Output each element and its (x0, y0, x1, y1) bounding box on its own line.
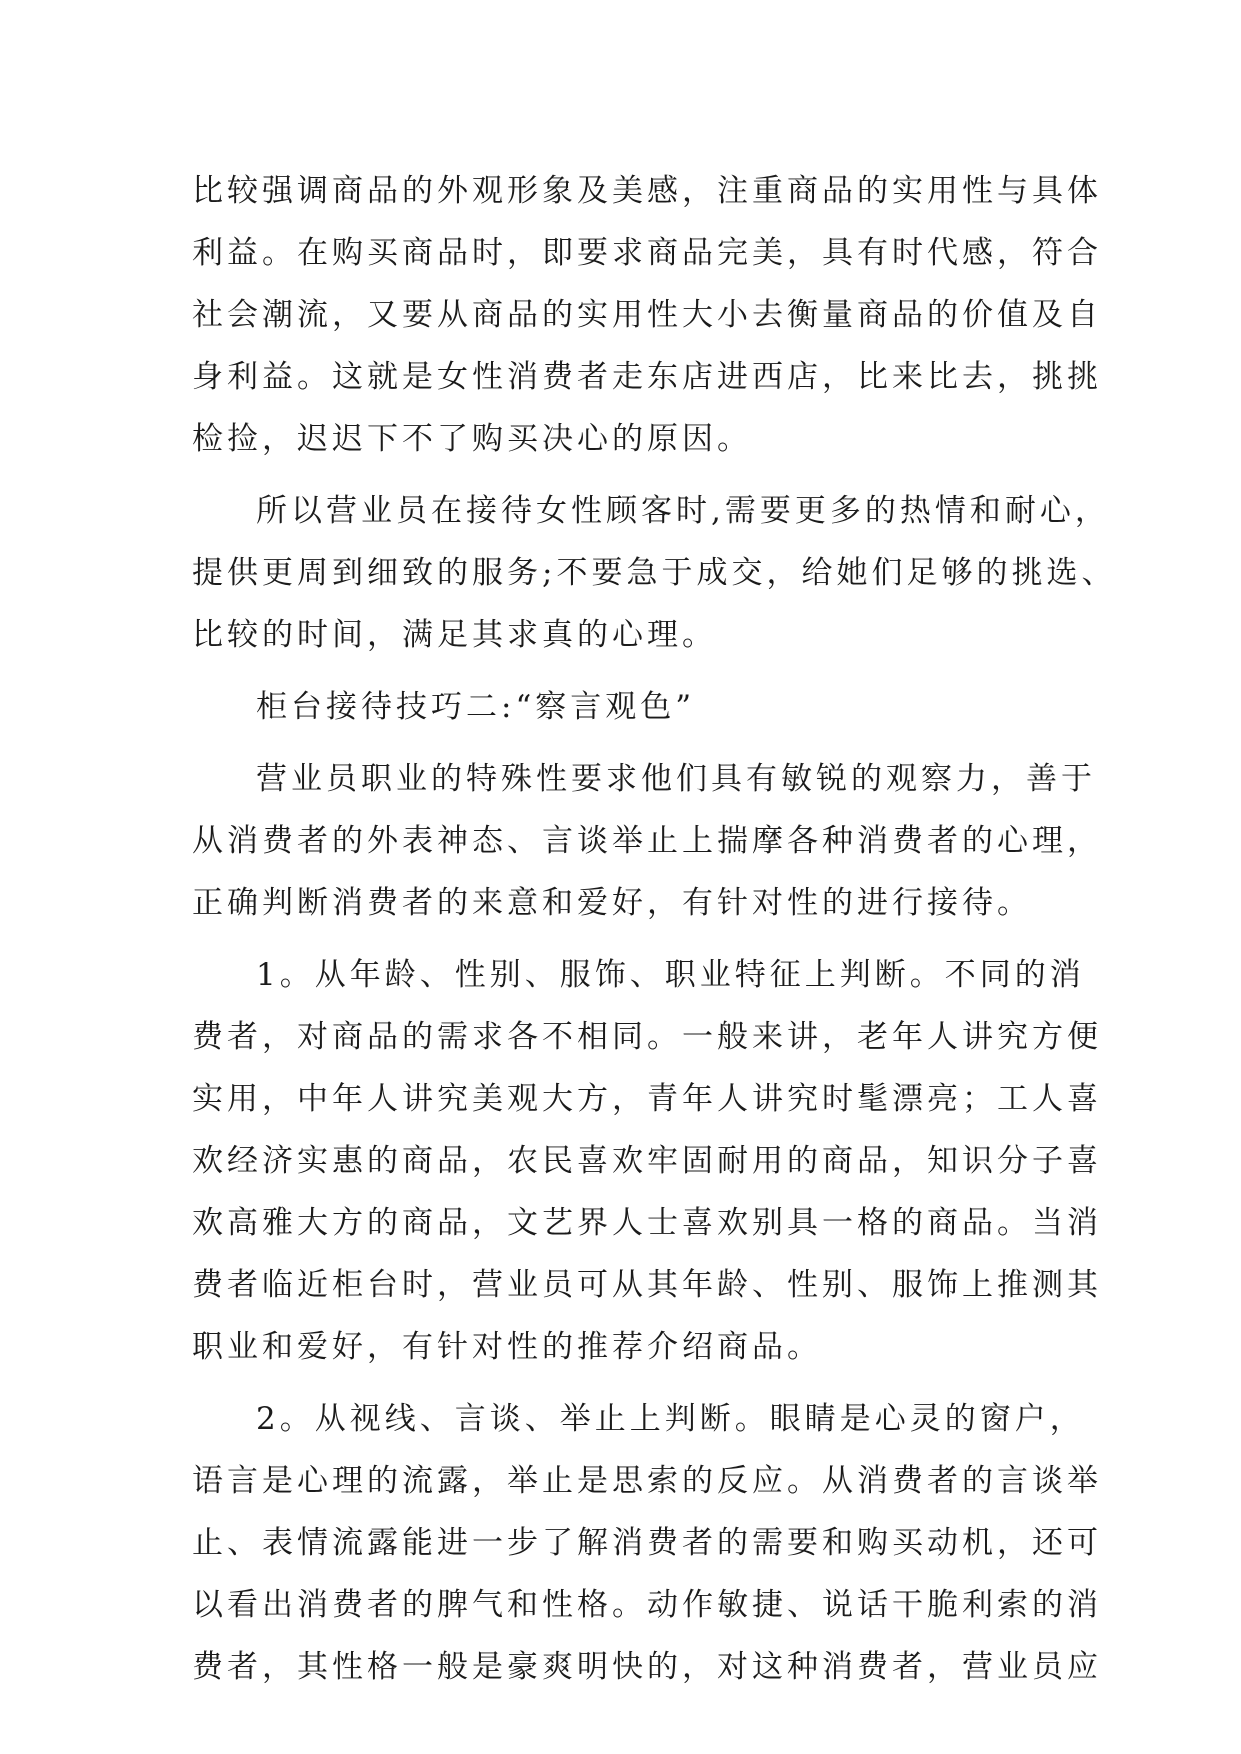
text-line: 比较的时间，满足其求真的心理。 (192, 617, 717, 653)
paragraph-3 (192, 748, 1102, 934)
text-line: 社会潮流，又要从商品的实用性大小去衡量商品的价值及自 (192, 297, 1102, 333)
text-line: 正确判断消费者的来意和爱好，有针对性的进行接待。 (192, 885, 1032, 921)
text-line: 所以营业员在接待女性顾客时,需要更多的热情和耐心， (256, 493, 1110, 529)
text-line: 实用，中年人讲究美观大方，青年人讲究时髦漂亮；工人喜 (192, 1081, 1102, 1117)
paragraph-1 (192, 160, 1102, 470)
document-body (192, 160, 1117, 1698)
text-line: 提供更周到细致的服务;不要急于成交，给她们足够的挑选、 (192, 555, 1117, 591)
text-line: 止、表情流露能进一步了解消费者的需要和购买动机，还可 (192, 1525, 1102, 1561)
text-line: 利益。在购买商品时，即要求商品完美，具有时代感，符合 (192, 235, 1102, 271)
text-line: 费者，其性格一般是豪爽明快的，对这种消费者，营业员应 (192, 1649, 1102, 1685)
text-line: 2。从视线、言谈、举止上判断。眼睛是心灵的窗户， (256, 1401, 1085, 1437)
heading-line: 柜台接待技巧二:“察言观色” (256, 689, 696, 725)
text-line: 欢经济实惠的商品，农民喜欢牢固耐用的商品，知识分子喜 (192, 1143, 1102, 1179)
paragraph-5 (192, 1388, 1102, 1698)
text-line: 检捡，迟迟下不了购买决心的原因。 (192, 421, 752, 457)
text-line: 语言是心理的流露，举止是思索的反应。从消费者的言谈举 (192, 1463, 1102, 1499)
text-line: 费者，对商品的需求各不相同。一般来讲，老年人讲究方便 (192, 1019, 1102, 1055)
paragraph-4 (192, 944, 1102, 1378)
section-heading (192, 676, 1060, 738)
text-line: 营业员职业的特殊性要求他们具有敏锐的观察力，善于 (256, 761, 1096, 797)
text-line: 欢高雅大方的商品，文艺界人士喜欢别具一格的商品。当消 (192, 1205, 1102, 1241)
text-line: 费者临近柜台时，营业员可从其年龄、性别、服饰上推测其 (192, 1267, 1102, 1303)
text-line: 身利益。这就是女性消费者走东店进西店，比来比去，挑挑 (192, 359, 1102, 395)
text-line: 从消费者的外表神态、言谈举止上揣摩各种消费者的心理， (192, 823, 1102, 859)
text-line: 以看出消费者的脾气和性格。动作敏捷、说话干脆利索的消 (192, 1587, 1102, 1623)
paragraph-2 (192, 480, 1117, 666)
text-line: 1。从年龄、性别、服饰、职业特征上判断。不同的消 (256, 957, 1085, 993)
text-line: 职业和爱好，有针对性的推荐介绍商品。 (192, 1329, 822, 1365)
text-line: 比较强调商品的外观形象及美感，注重商品的实用性与具体 (192, 173, 1102, 209)
